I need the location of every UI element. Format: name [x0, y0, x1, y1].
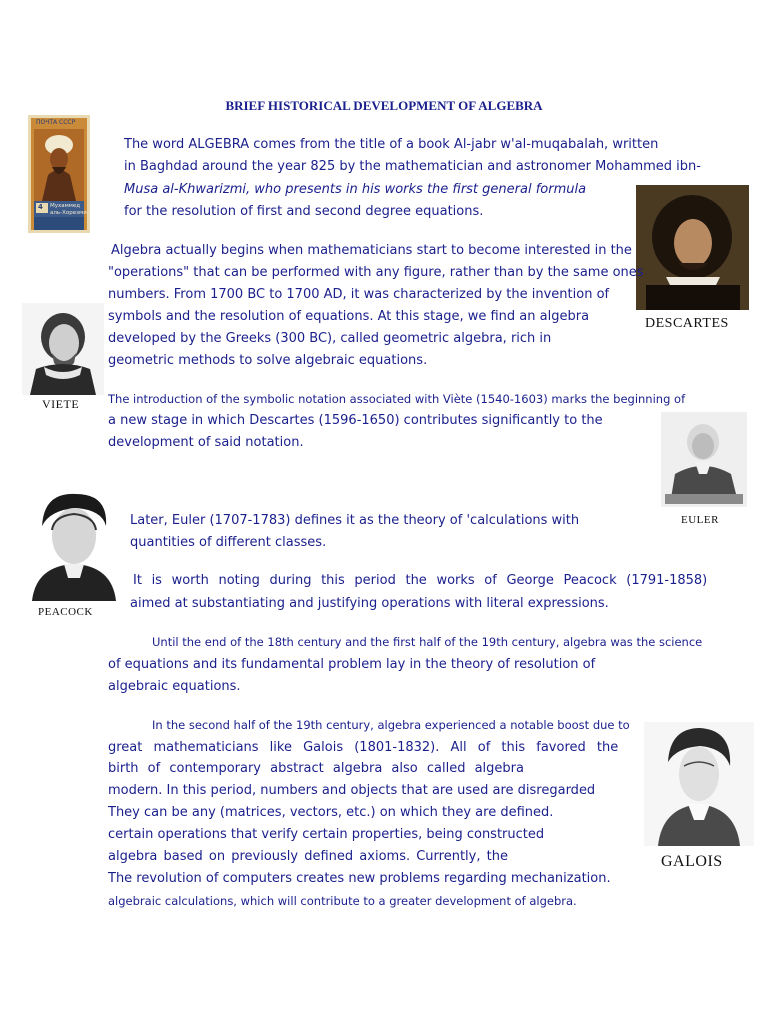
p2-line-5: developed by the Greeks (300 BC), called geometric algebra, rich in	[108, 331, 552, 346]
p4-line-1: Later, Euler (1707-1783) defines it as the theory of 'calculations with	[130, 513, 580, 528]
viete-portrait	[22, 303, 104, 395]
euler-portrait	[661, 412, 747, 507]
p6-line-1: Until the end of the 18th century and the first half of the 19th century, algebra was the science	[152, 635, 703, 649]
p2-line-4: symbols and the resolution of equations. At this stage, we find an algebra	[108, 309, 590, 324]
stamp-top-text: ПОЧТА СССР	[36, 119, 76, 126]
p2-line-2: "operations" that can be performed with any figure, rather than by the same ones	[108, 265, 644, 280]
p2-line-3: numbers. From 1700 BC to 1700 AD, it was characterized by the invention of	[108, 287, 610, 302]
p7-line-5: They can be any (matrices, vectors, etc.) on which they are defined.	[108, 805, 554, 820]
galois-caption: GALOIS	[661, 853, 723, 870]
p7-line-3: birth of contemporary abstract algebra also called algebra	[108, 761, 524, 776]
p2-line-1: Algebra actually begins when mathematicians start to become interested in the	[111, 243, 632, 258]
p7-line-7: algebra based on previously defined axioms. Currently, the	[108, 849, 508, 864]
p7-line-9: algebraic calculations, which will contribute to a greater development of algebra.	[108, 894, 577, 908]
p6-line-3: algebraic equations.	[108, 679, 241, 694]
peacock-portrait	[24, 486, 124, 601]
p5-line-2: aimed at substantiating and justifying operations with literal expressions.	[130, 596, 609, 611]
stamp-name-2: аль-Хорезми	[50, 210, 87, 216]
p7-line-6: certain operations that verify certain properties, being constructed	[108, 827, 545, 842]
descartes-portrait	[636, 185, 749, 310]
p7-line-4: modern. In this period, numbers and objects that are used are disregarded	[108, 783, 596, 798]
p1-line-4: for the resolution of first and second degree equations.	[124, 204, 484, 219]
peacock-caption: PEACOCK	[38, 606, 93, 618]
stamp-name-1: Мухаммед	[50, 203, 81, 209]
khwarizmi-stamp-image	[28, 115, 90, 233]
galois-portrait	[644, 722, 754, 846]
p7-line-2: great mathematicians like Galois (1801-1832). All of this favored the	[108, 740, 619, 755]
stamp-value: 4	[38, 203, 43, 211]
p3-line-3: development of said notation.	[108, 435, 304, 450]
p4-line-2: quantities of different classes.	[130, 535, 327, 550]
p6-line-2: of equations and its fundamental problem lay in the theory of resolution of	[108, 657, 596, 672]
p7-line-1: In the second half of the 19th century, algebra experienced a notable boost due to	[152, 718, 630, 732]
p1-line-1: The word ALGEBRA comes from the title of a book Al-jabr w'al-muqabalah, written	[124, 137, 659, 152]
page-title: BRIEF HISTORICAL DEVELOPMENT OF ALGEBRA	[225, 98, 543, 113]
p1-line-3: Musa al-Khwarizmi, who presents in his works the first general formula	[124, 182, 587, 197]
descartes-caption: DESCARTES	[645, 316, 729, 331]
p3-line-2: a new stage in which Descartes (1596-1650) contributes significantly to the	[108, 413, 603, 428]
euler-caption: EULER	[681, 514, 719, 526]
p3-line-1: The introduction of the symbolic notation associated with Viète (1540-1603) marks the beginning of	[108, 392, 686, 406]
viete-caption: VIETE	[42, 397, 80, 411]
p1-line-2: in Baghdad around the year 825 by the mathematician and astronomer Mohammed ibn-	[124, 159, 701, 174]
p5-line-1: It is worth noting during this period the works of George Peacock (1791-1858)	[133, 573, 708, 588]
p7-line-8: The revolution of computers creates new problems regarding mechanization.	[108, 871, 611, 886]
p2-line-6: geometric methods to solve algebraic equations.	[108, 353, 428, 368]
